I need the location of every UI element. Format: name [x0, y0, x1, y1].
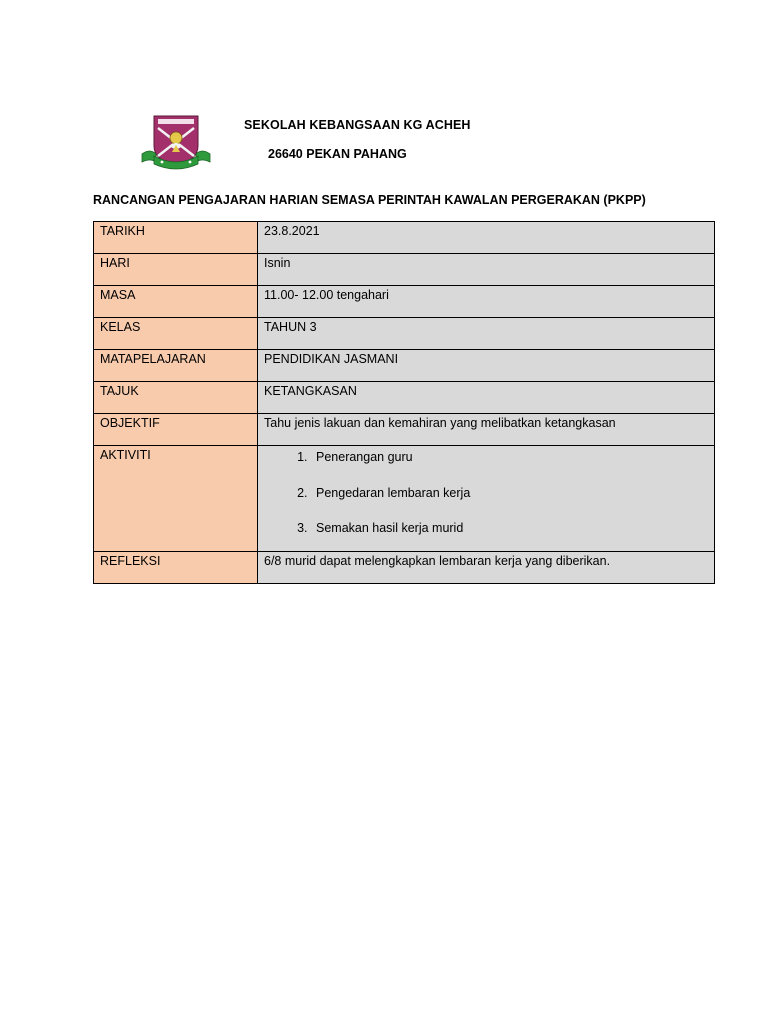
row-value: 11.00- 12.00 tengahari: [258, 286, 715, 318]
table-row-objektif: [94, 414, 715, 446]
school-crest-icon: [140, 112, 212, 172]
row-value: 23.8.2021: [258, 222, 715, 254]
table-row-kelas: [94, 318, 715, 350]
school-crest-logo: [140, 112, 212, 172]
row-label: TAJUK: [94, 382, 258, 414]
table-row-hari: [94, 254, 715, 286]
school-name: SEKOLAH KEBANGSAAN KG ACHEH: [244, 118, 471, 132]
table-row-matapelajaran: [94, 350, 715, 382]
row-label: MASA: [94, 286, 258, 318]
school-address: 26640 PEKAN PAHANG: [268, 147, 407, 161]
table-row-tajuk: [94, 382, 715, 414]
row-value: KETANGKASAN: [258, 382, 715, 414]
row-label: MATAPELAJARAN: [94, 350, 258, 382]
table-row-refleksi: [94, 552, 715, 584]
row-label: AKTIVITI: [94, 446, 258, 552]
row-label: TARIKH: [94, 222, 258, 254]
row-value: 6/8 murid dapat melengkapkan lembaran kerja yang diberikan.: [258, 552, 715, 584]
row-label: REFLEKSI: [94, 552, 258, 584]
document-title: RANCANGAN PENGAJARAN HARIAN SEMASA PERINTAH KAWALAN PERGERAKAN (PKPP): [93, 193, 646, 207]
row-value: Isnin: [258, 254, 715, 286]
activity-list: [264, 448, 708, 537]
activity-item: 1. Penerangan guru: [311, 448, 708, 466]
lesson-plan-table: [93, 221, 715, 584]
row-value: TAHUN 3: [258, 318, 715, 350]
row-value: [258, 446, 715, 552]
table-row-aktiviti: [94, 446, 715, 552]
row-label: OBJEKTIF: [94, 414, 258, 446]
row-label: KELAS: [94, 318, 258, 350]
row-label: HARI: [94, 254, 258, 286]
table-row-masa: [94, 286, 715, 318]
table-row-tarikh: [94, 222, 715, 254]
activity-item: 3. Semakan hasil kerja murid: [311, 519, 708, 537]
row-value: PENDIDIKAN JASMANI: [258, 350, 715, 382]
activity-item: 2. Pengedaran lembaran kerja: [311, 484, 708, 502]
row-value: Tahu jenis lakuan dan kemahiran yang melibatkan ketangkasan: [258, 414, 715, 446]
